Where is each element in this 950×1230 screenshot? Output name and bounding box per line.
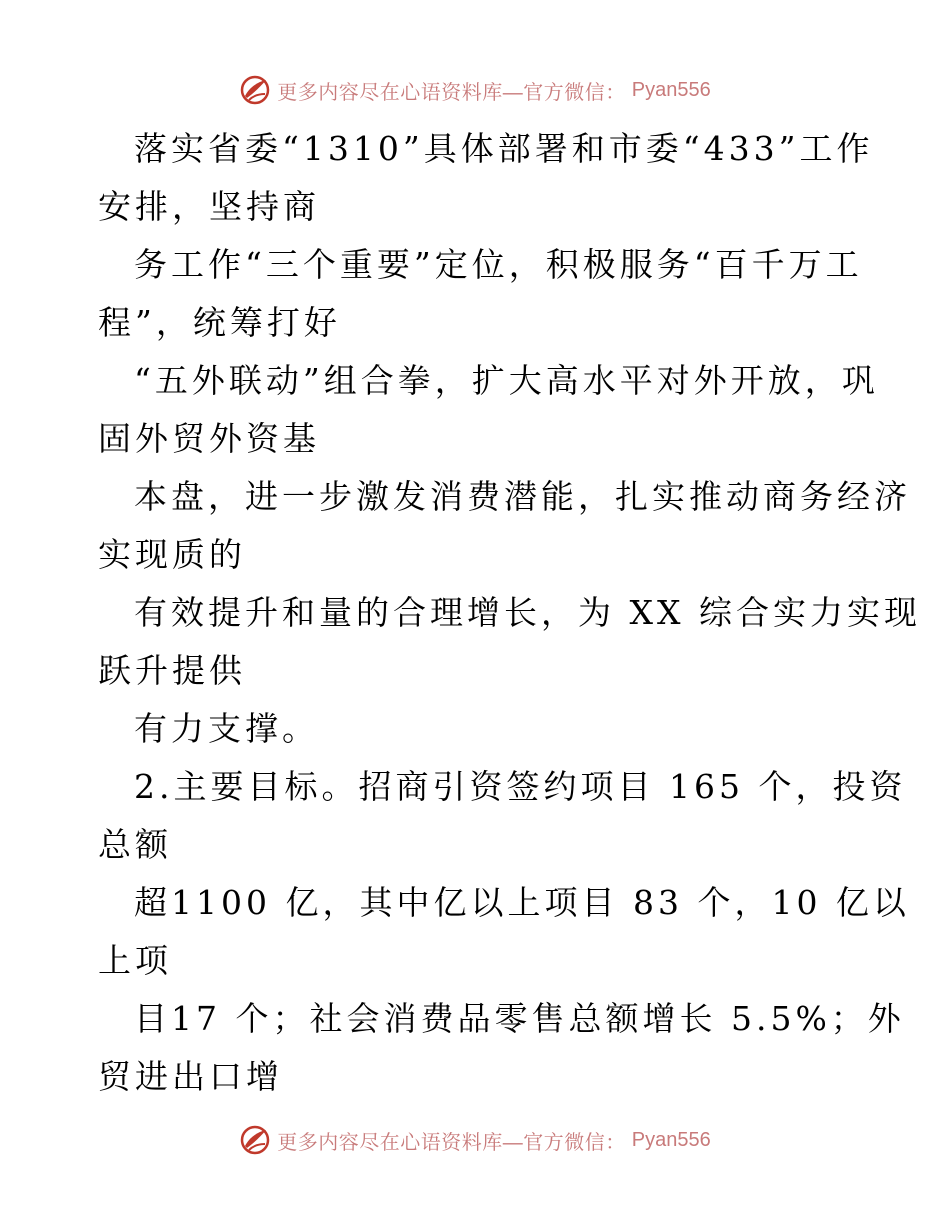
header-watermark [0, 74, 950, 106]
watermark-text: 更多内容尽在心语资料库—官方微信： [277, 1131, 626, 1154]
body-text-line: 务工作“三个重要”定位，积极服务“百千万工 [134, 245, 863, 284]
body-text-line: 安排，坚持商 [98, 187, 320, 226]
pen-logo-icon [239, 1124, 271, 1156]
body-text-line: 上项 [98, 941, 172, 980]
body-text-line: 2.主要目标。招商引资签约项目 165 个，投资 [134, 767, 907, 806]
watermark-brand: Pyan556 [631, 78, 711, 101]
body-text-line: 实现质的 [98, 535, 246, 574]
watermark-brand: Pyan556 [631, 1128, 711, 1151]
body-text-line: 目17 个；社会消费品零售总额增长 5.5%；外 [134, 999, 905, 1038]
watermark-text: 更多内容尽在心语资料库—官方微信： [277, 81, 626, 104]
body-text-line: 有效提升和量的合理增长，为 XX 综合实力实现 [134, 593, 921, 632]
footer-watermark [0, 1124, 950, 1156]
body-text-line: 程”，统筹打好 [98, 303, 341, 342]
body-text-line: 本盘，进一步激发消费潜能，扎实推动商务经济 [134, 477, 911, 516]
body-text-line: 有力支撑。 [134, 709, 319, 748]
body-text-line: 总额 [98, 825, 172, 864]
pen-logo-icon [239, 74, 271, 106]
body-text-line: 落实省委“1310”具体部署和市委“433”工作 [134, 129, 874, 168]
body-text-line: 跃升提供 [98, 651, 246, 690]
body-text-line: 超1100 亿，其中亿以上项目 83 个，10 亿以 [134, 883, 910, 922]
body-text-line: 贸进出口增 [98, 1057, 283, 1096]
document-body [98, 120, 921, 1106]
body-text-line: “五外联动”组合拳，扩大高水平对外开放，巩 [134, 361, 879, 400]
body-text-line: 固外贸外资基 [98, 419, 320, 458]
